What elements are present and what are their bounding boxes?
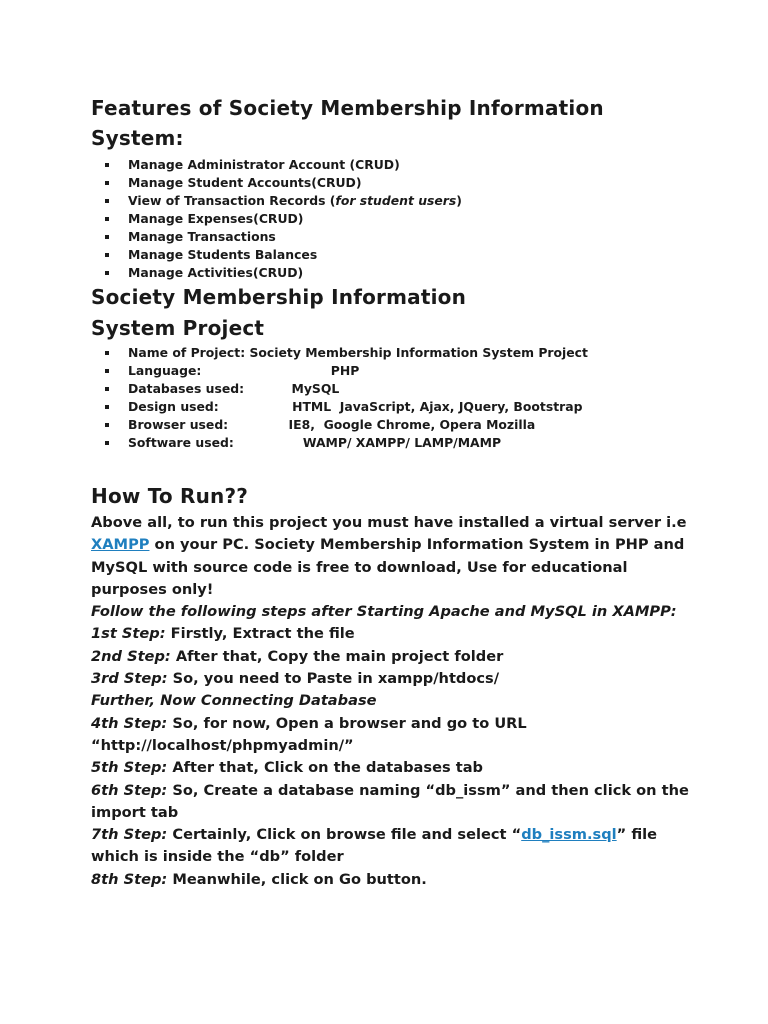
list-item: Browser used: IE8, Google Chrome, Opera Mozilla <box>91 416 691 434</box>
how-to-run-heading: How To Run?? <box>91 484 249 508</box>
step-1: 1st Step: Firstly, Extract the file <box>91 625 355 643</box>
project-heading-line2: System Project <box>91 316 265 340</box>
step-4: 4th Step: So, for now, Open a browser and go to URL “http://localhost/phpmyadmin/” <box>91 714 527 754</box>
list-item: Language: PHP <box>91 362 691 380</box>
step-6: 6th Step: So, Create a database naming “db_issm” and then click on the import tab <box>91 781 689 821</box>
list-item: Manage Activities(CRUD) <box>91 264 691 282</box>
step-7: 7th Step: Certainly, Click on browse file and select “db_issm.sql” file which is inside the “db” folder <box>91 826 658 866</box>
step-3: 3rd Step: So, you need to Paste in xampp/htdocs/ <box>91 670 500 688</box>
list-item: Manage Students Balances <box>91 246 691 264</box>
list-item: Name of Project: Society Membership Information System Project <box>91 344 691 362</box>
follow-steps-line: Follow the following steps after Starting Apache and MySQL in XAMPP: <box>91 603 677 621</box>
document-page <box>91 93 691 891</box>
step-2: 2nd Step: After that, Copy the main project folder <box>91 647 504 665</box>
list-item: View of Transaction Records (for student users) <box>91 192 691 210</box>
project-heading <box>91 282 691 344</box>
features-heading <box>91 93 691 153</box>
project-heading-line1: Society Membership Information <box>91 285 467 309</box>
features-heading-line1: Features of Society Membership Information <box>91 96 604 120</box>
list-item: Manage Student Accounts(CRUD) <box>91 174 691 192</box>
list-item: Design used: HTML JavaScript, Ajax, JQuery, Bootstrap <box>91 398 691 416</box>
list-item: Software used: WAMP/ XAMPP/ LAMP/MAMP <box>91 434 691 452</box>
xampp-link[interactable]: XAMPP <box>91 536 150 554</box>
db-issm-sql-link[interactable]: db_issm.sql <box>521 826 617 844</box>
list-item: Databases used: MySQL <box>91 380 691 398</box>
project-details-list <box>91 344 691 452</box>
intro-paragraph: Above all, to run this project you must have installed a virtual server i.e XAMPP on your PC. Society Membership Information System in PHP and MySQL with source code is free to download, Use for educational purposes only! <box>91 514 687 598</box>
list-item: Manage Administrator Account (CRUD) <box>91 156 691 174</box>
step-8: 8th Step: Meanwhile, click on Go button. <box>91 870 427 888</box>
list-item: Manage Transactions <box>91 228 691 246</box>
features-heading-line2: System: <box>91 126 184 150</box>
features-list <box>91 156 691 282</box>
step-5: 5th Step: After that, Click on the databases tab <box>91 759 483 777</box>
connecting-database-line: Further, Now Connecting Database <box>91 692 377 710</box>
list-item: Manage Expenses(CRUD) <box>91 210 691 228</box>
